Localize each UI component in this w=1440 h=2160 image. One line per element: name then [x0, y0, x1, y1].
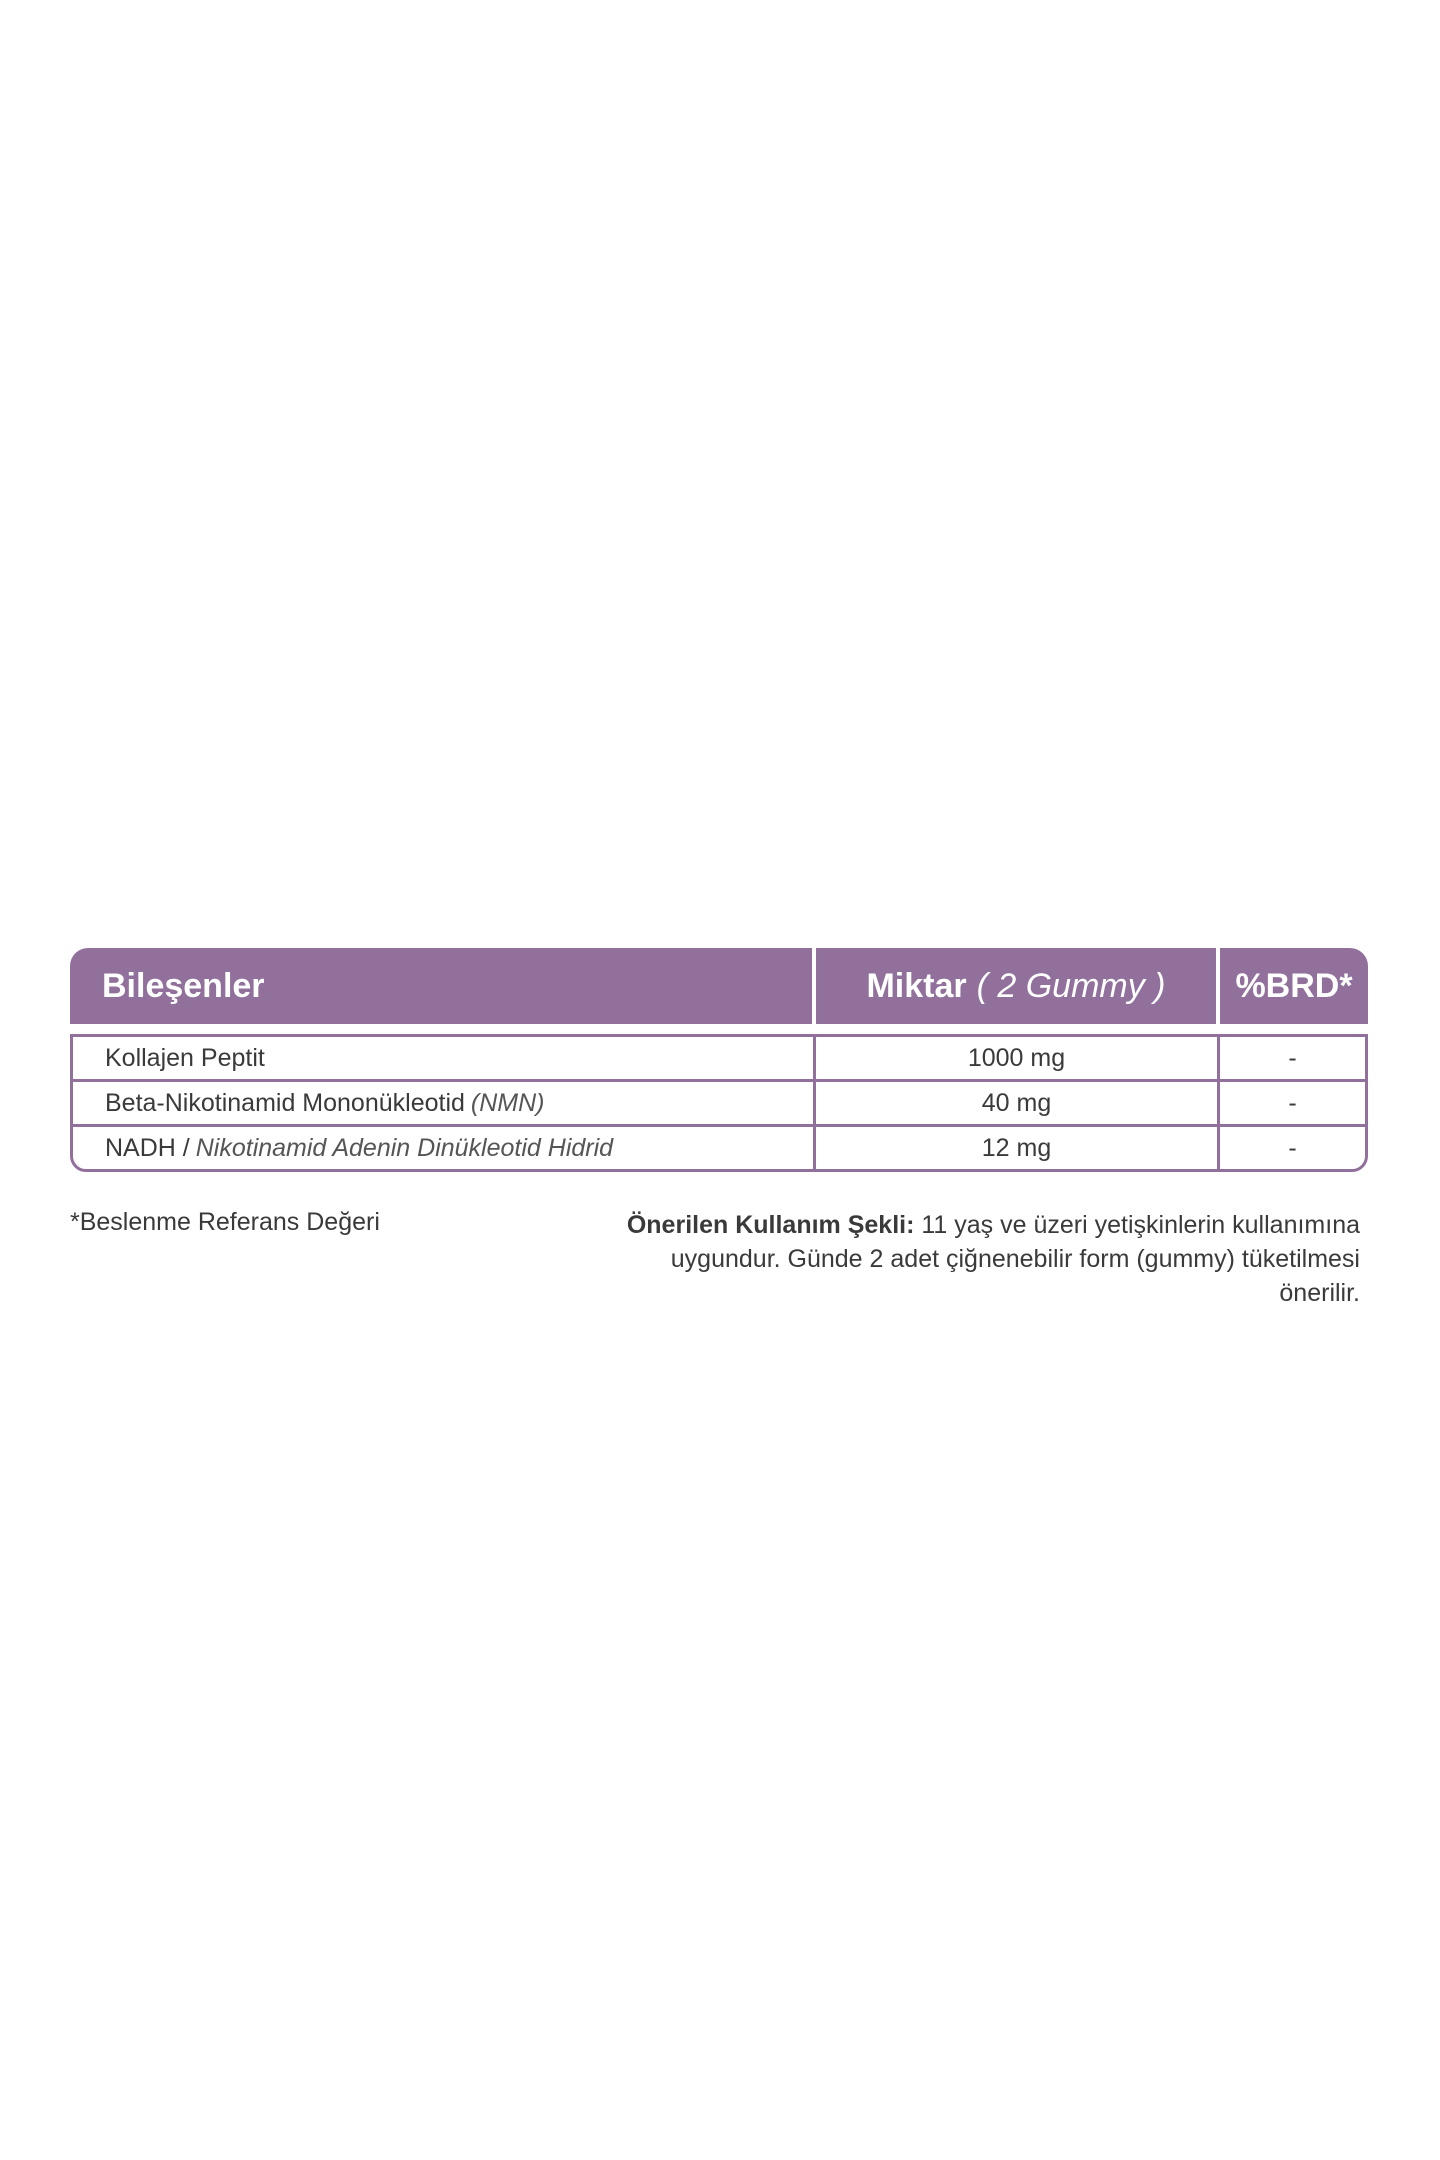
header-ingredients-label: Bileşenler — [102, 966, 265, 1005]
header-divider — [70, 1024, 1368, 1034]
usage-text: 11 yaş ve üzeri yetişkinlerin kullanımına uygundur. Günde 2 adet çiğnenebilir form (gummy) tüketilmesi önerilir. — [670, 1211, 1360, 1307]
brd-cell: - — [1288, 1043, 1297, 1072]
header-brd-label: %BRD* — [1235, 966, 1353, 1005]
header-brd — [1220, 948, 1368, 1024]
ingredient-cell — [73, 1082, 816, 1124]
brd-cell: - — [1288, 1133, 1297, 1162]
amount-cell: 1000 mg — [816, 1037, 1220, 1079]
nutrition-table — [70, 948, 1368, 1172]
usage-label: Önerilen Kullanım Şekli: — [626, 1211, 915, 1239]
ingredient-cell — [73, 1127, 816, 1169]
table-row — [73, 1037, 1365, 1082]
brd-footnote: *Beslenme Referans Değeri — [70, 1208, 380, 1236]
ingredient-sub: Nikotinamid Adenin Dinükleotid Hidrid — [195, 1133, 614, 1162]
ingredient-name: NADH / — [105, 1133, 190, 1162]
header-ingredients — [70, 948, 816, 1024]
amount-cell: 40 mg — [816, 1082, 1220, 1124]
ingredient-name: Beta-Nikotinamid Mononükleotid — [105, 1088, 465, 1117]
table-body — [70, 1034, 1368, 1172]
header-amount-note: ( 2 Gummy ) — [976, 966, 1166, 1005]
ingredient-sub: (NMN) — [470, 1088, 545, 1117]
brd-cell: - — [1288, 1088, 1297, 1117]
header-amount — [816, 948, 1220, 1024]
header-amount-label: Miktar — [866, 966, 967, 1005]
ingredient-cell — [73, 1037, 816, 1079]
ingredient-name: Kollajen Peptit — [105, 1043, 265, 1072]
amount-cell: 12 mg — [816, 1127, 1220, 1169]
usage-instructions — [600, 1208, 1360, 1310]
table-row — [73, 1127, 1365, 1169]
table-row — [73, 1082, 1365, 1127]
table-header — [70, 948, 1368, 1024]
